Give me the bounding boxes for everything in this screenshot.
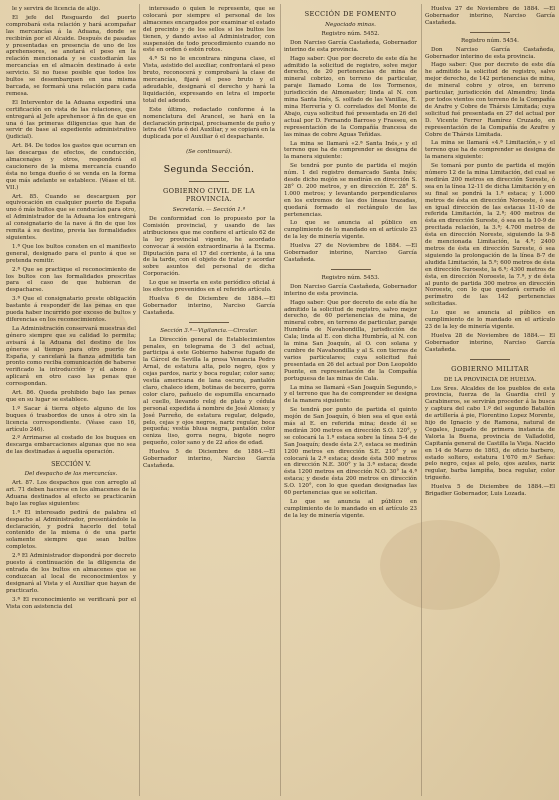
paragraph: Se tendrá por punto de partida el quinto mojón de San Joaquín, ó bien sea el que está más al E. en referida mina; desde él se medirán 300 metros en dirección S.O. 120°, y se colocará la 1.ª estaca sobre la línea 5-4 de San Joaquín; desde ésta 2.ª, estaca se medirán 1200 metros en dirección S.E. 210° y se colocará la 2.ª estaca; desde ésta 500 metros en dirección N.E. 300° y la 3.ª estaca; desde ésta 1200 metros en dirección N.O. 30° la 4.ª estaca; y desde ésta 200 metros en dirección S.O. 120°, con lo que quedan designadas las 60 pertenencias que se solicitan. <box>284 407 417 497</box>
paragraph: Este último, redactado conforme á la nomenclatura del Arancel, se hará en la declaración principal, precisamente de puño y letra del Vista ó del Auxiliar, y se copiará en la duplicada por el Auxiliar ó el despachante. <box>143 106 275 141</box>
section-title: Segunda Sección. <box>163 164 255 176</box>
paragraph: El jefe del Resguardo del puerto comprobará esta relación y hará acompañar las mercancías á la Aduana, donde se recibirán por el Alcaide. Después de pasadas y presentadas en presencia de uno de los aprehensores, se anotará el peso en la relación mencionada y se custodiarán las mercancías en el almacén destinado á este servicio. Si no fuese posible que todos los bultos se desembarquen en una misma barcada, se formará una relación para cada remesa. <box>6 14 136 97</box>
paragraph: 1.ª Que los bultos consten en el manifiesto general, designado para el punto á que se pretenda remitir. <box>6 243 136 264</box>
signature: Huelva 28 de Noviembre de 1884.— El Gobernador interino, Narciso García Castañeda. <box>425 332 555 353</box>
paragraph: El Interventor de la Aduana expedirá una certificación en vista de las relaciones, que entregará al Jefe aprehensor á fin de que en una ó las primeras diligencias que han de servir de base al expediente administrativo (judicial). <box>6 99 136 141</box>
paragraph: 4.ª Si no le encontrara ninguna clase, el Vista, asistido del auxiliar, confrontará el peso bruto, reconocerá y comprobará la clase de mercancías, fijará el peso bruto y el adeudable, designará el derecho y hará la liquidación, expresando en letra el importe total del adeudo. <box>143 56 275 104</box>
paragraph: Se tomará por punto de partida el mojón número 12 de la mina Limitación, del cual se medirán 200 metros en dirección Sureste, ó sea en la línea 12-11 de dicha Limitación y en su final se pondrá la 1.ª estaca; y 1.000 metros de ésta en dirección Noroeste, ó sea en igual dirección de las estacas 11-10 de referida Limitación, la 2.ª; 400 metros de ésta en dirección Sureste, ó sea en la 10-9 de precitada relación, la 3.ª; 4.700 metros de ésta en dirección Noreste, siguiendo la 9-8 de mencionada Limitación, la 4.ª; 2400 metros de ésta en dirección Sureste, ó sea siguiendo la prolongación de la línea 8-7 de aludida Limitación, la 5.ª; 600 metros de ésta en dirección Suroeste, la 6.ª; 4300 metros de ésta, en dirección Noroeste, la 7.ª, y de ésta al punto de partida 300 metros en dirección Noroeste, con lo que quedará cerrado el perímetro de las 142 pertenencias solicitadas. <box>425 163 555 308</box>
paragraph: La Administración conservará muestras del género siempre que su calidad lo permita; avisará á la Aduana del destino de los géneros al tiempo para otro puerto de España, y cancelará la fianza admitida tan pronto como reciba comunicación de haberse verificado la introducción y el abono ó aplicará en otro caso las penas que correspondan. <box>6 325 136 388</box>
paragraph: La mina se llamará «2.ª Santa Inés,» y el terreno que ha de comprender se designa de la manera siguiente: <box>284 140 417 161</box>
column-3 <box>284 6 417 796</box>
signature: Huelva 27 de Noviembre de 1884. —El Gobernador interino, Narciso García Castañeda. <box>425 6 555 26</box>
paragraph: le y servirá de licencia de alijo. <box>12 6 101 12</box>
divider <box>331 269 371 270</box>
section-heading: GOBIERNO MILITAR <box>451 364 529 373</box>
paragraph: 2.º Arrimarse al costado de los buques en descarga embarcaciones algunas que no sea de las destinadas á aquella operación. <box>6 435 136 456</box>
registry-number: Registro núm. 5453. <box>321 274 380 281</box>
column-1 <box>6 6 136 796</box>
signature: Huelva 6 de Diciembre de 1884.—El Gobernador interino, Narciso García Castañeda. <box>143 296 275 316</box>
section-subheading: DE LA PROVINCIA DE HUELVA. <box>443 376 537 383</box>
continued-note: (Se continuará). <box>186 149 232 156</box>
paragraph: interesado ó quien le represente, que se colocará por siempre el personal de los almacenes encargados por examinar el estado del precinto y de los sellos si los bultos los tienen, y dando aviso al Administrador, con suspensión de todo procedimiento cuando no esté en orden ó estén rotos. <box>143 6 275 54</box>
paragraph: Hago saber: Que por decreto de este día he admitido la solicitud de registro, solve mejor derecho, de 20 pertenencias de mina de mineral cobrizo, en terreno de particular, paraje llamado Loma de los Tormenos, jurisdicción de Almonaster; linda al N. con mina Santa Inés, S. solfado de las Vanillas, E. mina Herrería y O. correlados del Monte de Abajo, cuya solicitud fué presentada en 26 del actual por D. Fernando Barroso y Frasseu, en representación de la Compañía francesa de las minas de cobre Aguas Teñidas. <box>284 55 417 138</box>
paragraph: Lo que se anuncia al público en cumplimiento de lo mandado en el artículo 23 de la ley de minería vigente. <box>425 310 555 330</box>
paragraph: 3.ª El reconocimiento se verificará por el Vista con asistencia del <box>6 596 136 610</box>
divider <box>470 359 510 360</box>
paragraph: Art. 87. Los despachos que con arreglo al art. 71 deben hacerse en los almacenes de la Aduana destinados al efecto se practicarán bajo las reglas siguientes: <box>6 480 136 507</box>
column-rule <box>421 4 422 796</box>
paragraph: 1.º Sacar á tierra objeto alguno de los buques ó trasbordos de unos á otro sin la licencia correspondiente. (Véase caso 16, artículo 246). <box>6 405 136 433</box>
paragraph: De conformidad con lo propuesto por la Comisión provincial, y usando de las atribuciones que me confiere el artículo 62 de la ley provincial vigente, he acordado convocar á sesión extraordinaria á la Excma. Diputación para el 17 del corriente, á la una de la tarde, con el objeto de tratar y acordar sobre asuntos del personal de dicha Corporación. <box>143 216 275 278</box>
paragraph: Art. 85. Cuando se descarguen por equivocación en cualquier puerto de España uno ó más bultos que se conducían para otro, el Administrador de la Aduana los entregará al consignatario de la nave á fin de que los remita á su destino, previa las formalidades siguientes. <box>6 193 136 241</box>
paragraph: Hago saber: Que por decreto de este día he admitido la solicitud de registro, salvo mejor derecho, de 60 pertenencias de mina, de mineral cobre, en terreno de particular, paraje Humbría de Navahondilla, jurisdicción de Cala; linda al E. con dicha Humbría, al N. con la mina San Joaquín, al O. con solana y cumbre de Navahondilla y al S. con tierras de varios particulares; cuya solicitud fué presentada en 26 del actual por Don Leopoldo Puente, en representación de la Compañía portuguesa de las minas de Cala. <box>284 299 417 382</box>
column-rule <box>280 4 281 796</box>
paragraph: 2.ª Que se practique el reconocimiento de los bultos con las formalidades prescritas para el caso de que hubieran de despacharse. <box>6 266 136 294</box>
registry-number: Registro núm. 5454. <box>461 37 519 44</box>
signature: Huelva 5 de Diciembre de 1884.—El Brigadier Gobernador, Luis Lozada. <box>425 484 555 498</box>
paragraph: Don Narciso García Castañeda, Gobernador interino de esta provincia. <box>284 283 417 297</box>
paragraph: Lo que se anuncia al público en cumplimiento de lo mandado en el artículo 23 de la ley de minería vigente. <box>284 499 417 519</box>
section-heading: GOBIERNO CIVIL DE LA PROVINCIA. <box>163 187 255 204</box>
paragraph: Art. 86. Queda prohibido bajo las penas que en su lugar se establece. <box>6 390 136 403</box>
paragraph: Don Narciso García Castañeda, Gobernador interino de esta provincia. <box>425 46 555 60</box>
subsection-heading: Negociado minas. <box>325 22 376 28</box>
paragraph: La mina se llamará «4.ª Limitación,» y el terreno que ha de comprender se designa de la manera siguiente: <box>425 140 555 161</box>
divider <box>189 322 229 323</box>
signature: Huelva 27 de Noviembre de 1884. —El Gobernador interino, Narciso García Castañeda. <box>284 243 417 263</box>
paragraph: 3.ª Que el consignatario preste obligación bastante á responder de las penas en que pueda haber incurrido por exceso de bultos y diferencias en los reconocimientos. <box>6 296 136 323</box>
paragraph: 2.ª El Administrador dispondrá por decreto puesto á continuación de la diligencia de entrada de los bultos en almacenes que se conduzcan al local de reconocimientos y designará al Vista y el Auxiliar que hayan de practicarlo. <box>6 553 136 594</box>
column-2 <box>143 6 275 796</box>
subsection-heading: Secretaría. — Sección 1.ª <box>172 207 246 214</box>
paragraph: Lo que se anuncia al público en cumplimiento de lo mandado en el artículo 23 de la ley de minería vigente. <box>284 220 417 241</box>
column-rule <box>139 4 140 796</box>
paragraph: 1.ª El interesado pedirá de palabra el despacho al Administrador, presentándole la declaración, y podrá hacerlo del total contenido de la misma ó de una parte solamente siempre que sean bultos completos. <box>6 509 136 551</box>
paragraph: Lo que se inserta en este periódico oficial á los efectos prevenidos en el referido artículo. <box>143 280 275 294</box>
column-4 <box>425 6 555 796</box>
paragraph: Art. 84. De todos los gastos que ocurran en las descargas de efectos, de conducción, almacenajes y otros, responderá el caucionero de la misma mercancía cuando ésta no tenga dueño ó se venda en la forma que más adelante se establece. (Véase el tit. VII.) <box>6 143 136 191</box>
registry-number: Registro núm. 5452. <box>321 30 380 37</box>
subsection-heading: Sección 3.ª—Vigilancia.—Circular. <box>160 327 258 334</box>
divider <box>470 32 510 33</box>
paragraph: La mina se llamará «San Joaquín Segundo,» y el terreno que ha de comprender se designa de la manera siguiente: <box>284 384 417 405</box>
signature: Huelva 5 de Diciembre de 1884.—El Gobernador interino, Narciso García Castañeda. <box>143 449 275 469</box>
paragraph: Se tendrá por punto de partida el mojón núm. 1 del registro demarcado Santa Inés; desde dicho mojón se medirán en dirección S. 28° O. 200 metros, y en dirección E. 28° S. 1.000 metros; y levantando perpendiculares en los extremos de las dos líneas trazadas, quedará formado el rectángulo de las pertenencias. <box>284 163 417 218</box>
divider <box>189 181 229 182</box>
subsection-heading: Del despacho de las mercancías. <box>24 471 118 478</box>
paragraph: Don Narciso García Castañeda, Gobernador interino de esta provincia. <box>284 39 417 53</box>
section-heading: SECCIÓN V. <box>51 460 91 469</box>
paragraph: La Dirección general de Establecimientos penales, en telegrama de 3 del actual, participa á este Gobierno haberse fugado de la Cárcel de Sevilla la presa Venancia Pedro Arnal, de estatura alta, pelo negro, ojos y cejas pardos, nariz y boca regular, color sano; vestía americana de lana oscura, pantalón claro, chaleco idem, botinas de becerro, gorra color claro, pañuelo de espumilla encarnado al cuello, llevando reloj de plata y cédula personal expedida á nombre de José Alonso; y José Parreño, de estatura regular, delgado, pelo, cejas y ojos negros, nariz regular, boca pequeña; vestía blusa negra, pantalón color ceniza liso, gorra negra, bigote negro pequeño, color sano y de 22 años de edad. <box>143 336 275 447</box>
paragraph: Los Sres. Alcaldes de los pueblos de esta provincia, fuerza de la Guardia civil y Carabineros, se servirán proceder á la busca y captura del cabo 1.º del segundo Batallón de artillería á pie, Florentino Lopez Morente, hijo de Ignacio y de Ramona, natural de Cegales, Juzgado de primera instancia de Valoria la Buena, provincia de Valladolid, Capitanía general de Castilla la Vieja. Nacido en 14 de Marzo de 1863, de oficio barbero, estado soltero, estatura 1'670 m.º Señas: pelo negro, cejas al pelo, ojos azules, nariz regular, barba lampiña, boca regular, color trigueño. <box>425 385 555 482</box>
section-heading: SECCIÓN DE FOMENTO <box>304 10 397 18</box>
paragraph: Hago saber: Que por decreto de este día he admitido la solicitud de registro, salvo mejor derecho, de 142 pertenencias de mina, de mineral cobre y otros, en terreno particular, jurisdicción del Almendro; linda por todos vientos con terreno de la Compañía de Arafre y Cobre de Thársis Limitada; cuya solicitud fué presentada en 27 del actual por D. Vicente Ferrer Ramírez Cruzado, en representación de la Compañía de Azufre y Cobre de Thársis Limitada. <box>425 62 555 138</box>
